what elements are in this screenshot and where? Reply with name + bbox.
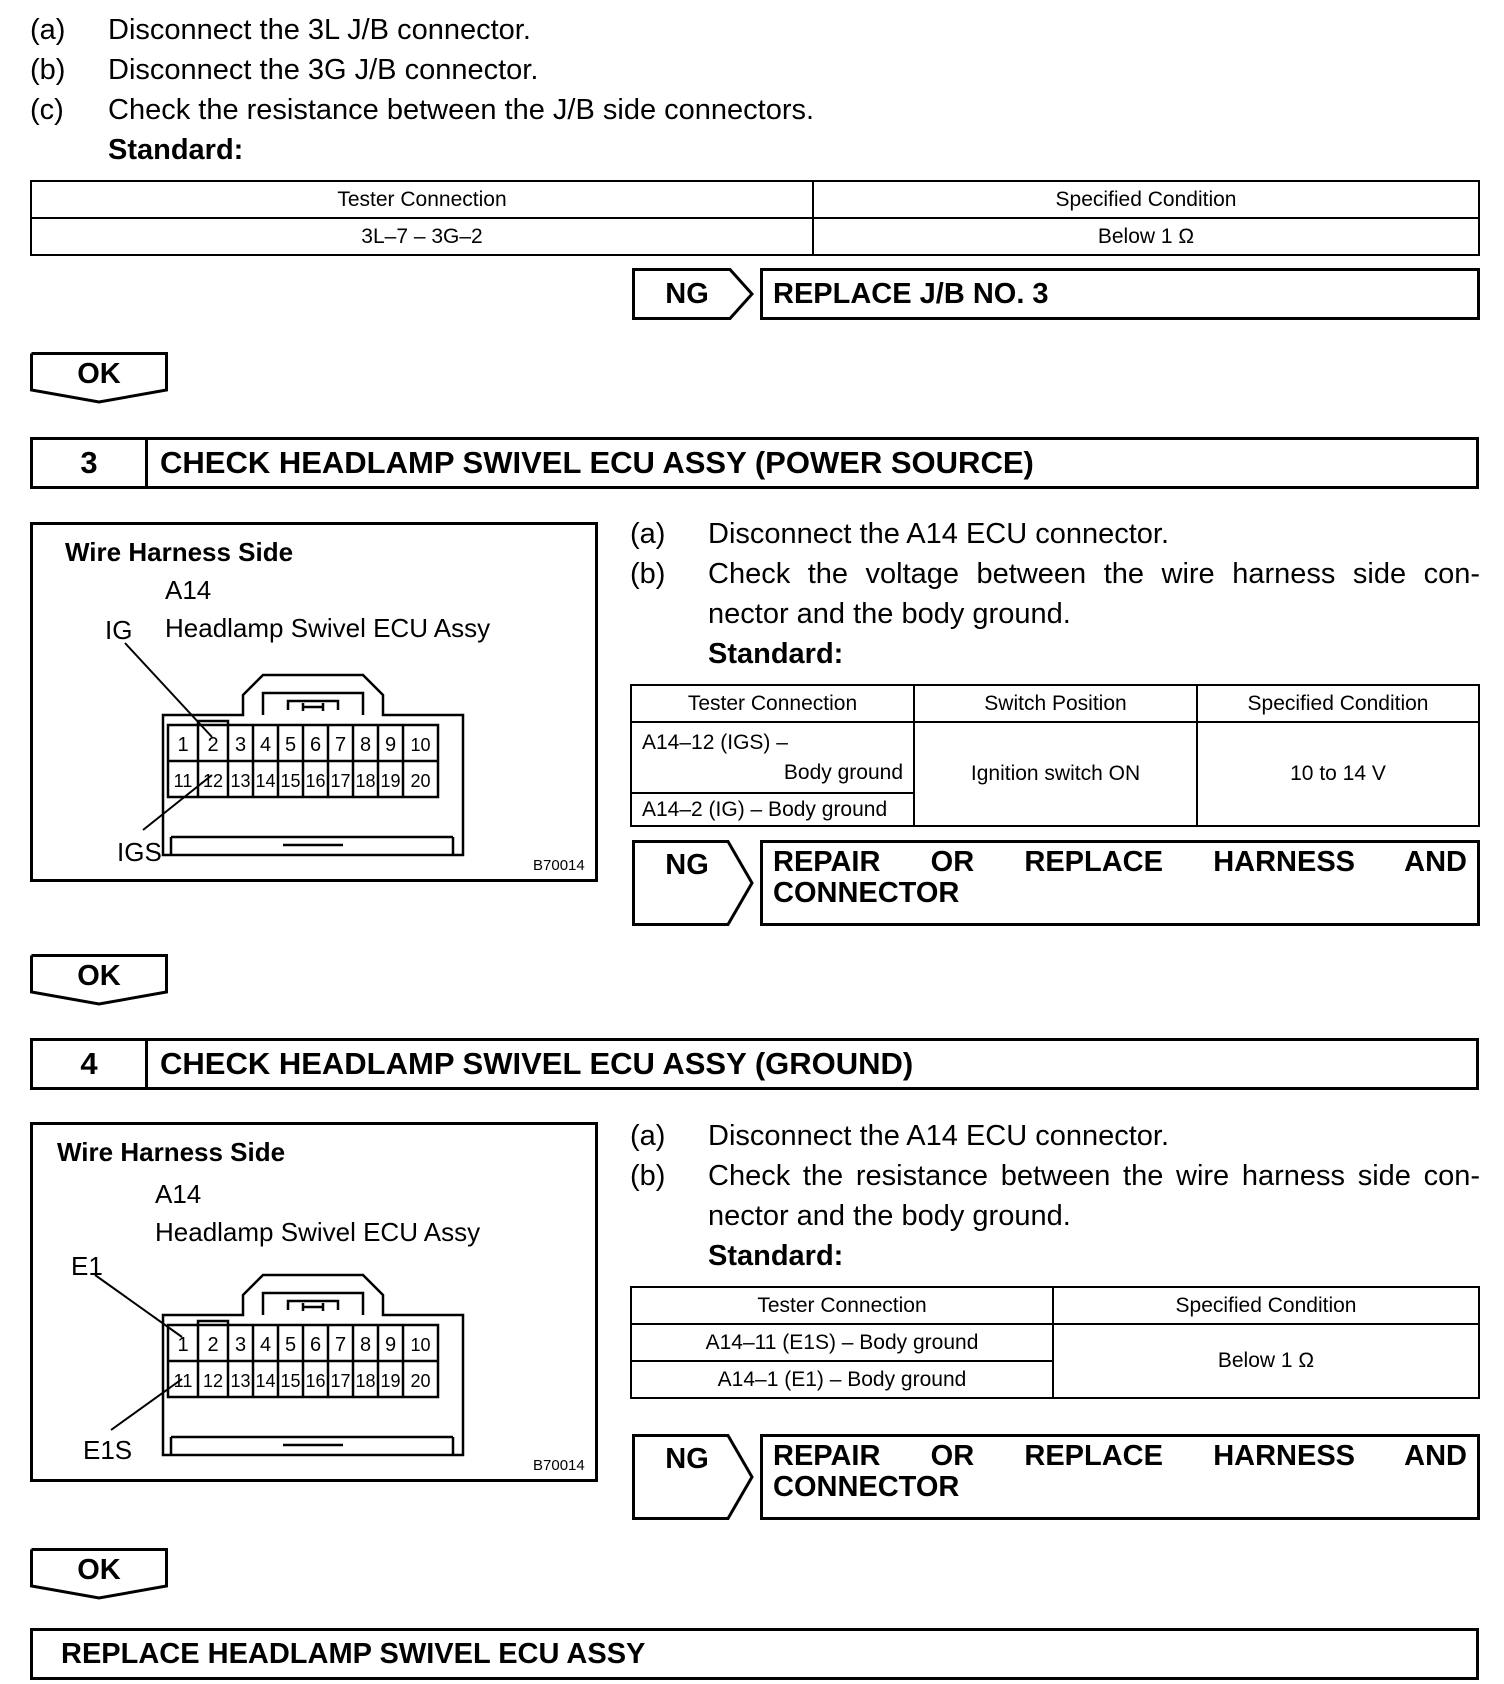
table-cell: A14–11 (E1S) – Body ground [631,1324,1053,1361]
cell-line: Body ground [783,760,903,784]
ng-action: REPLACE J/B NO. 3 [760,268,1480,320]
svg-text:17: 17 [330,1371,351,1391]
svg-text:11: 11 [173,1371,193,1391]
svg-text:7: 7 [334,1334,347,1356]
step-letter: (a) [630,1120,666,1152]
component-name: Headlamp Swivel ECU Assy [165,613,491,643]
ok-label: OK [77,1554,121,1586]
svg-text:14: 14 [255,771,276,791]
pin-label-igs: IGS [117,837,162,867]
svg-text:8: 8 [359,734,372,756]
connector-code: A14 [155,1179,202,1209]
section-title: CHECK HEADLAMP SWIVEL ECU ASSY (GROUND) [160,1046,914,1081]
svg-text:15: 15 [280,771,301,791]
pin-label-ig: IG [105,615,133,645]
connector-diagram-4 [30,1122,598,1482]
svg-text:1: 1 [177,1334,189,1356]
spec-table-top [30,180,1480,256]
connector-face-icon [33,525,595,879]
svg-text:19: 19 [380,771,401,791]
spec-table-4 [630,1286,1480,1399]
step-letter: (b) [630,558,666,590]
section-number: 3 [33,440,148,486]
svg-text:20: 20 [410,1371,431,1391]
step-letter: (a) [630,518,666,550]
svg-text:13: 13 [230,1371,251,1391]
svg-text:17: 17 [330,771,351,791]
step-letter: (c) [30,94,64,126]
diagram-title: Wire Harness Side [57,1137,286,1167]
svg-text:6: 6 [309,734,322,756]
step-letter: (a) [30,14,66,46]
pin-label-e1: E1 [71,1251,103,1281]
spec-table-3 [630,684,1480,827]
ng-branch-3 [632,840,1480,926]
ok-branch-4 [30,1548,168,1600]
section-header-3 [30,437,1479,489]
svg-text:11: 11 [173,771,193,791]
component-name: Headlamp Swivel ECU Assy [155,1217,481,1247]
section-number: 4 [33,1041,148,1087]
step-a [30,10,930,50]
standard-label: Standard: [708,638,844,670]
ng-label: NG [665,278,709,310]
ng-action-line: REPAIR OR REPLACE HARNESS AND [773,1440,1467,1472]
svg-text:18: 18 [355,1371,376,1391]
step-b [630,554,1480,634]
svg-text:3: 3 [234,1334,247,1356]
table-cell: A14–2 (IG) – Body ground [631,793,914,826]
final-action-box [30,1628,1479,1680]
table-header: Tester Connection [631,1287,1053,1324]
connector-diagram-3 [30,522,598,882]
ng-action-line: REPAIR OR REPLACE HARNESS AND [773,846,1467,878]
svg-text:13: 13 [230,771,251,791]
step-text-cont: nector and the body ground. [708,598,1071,630]
table-cell: A14–1 (E1) – Body ground [631,1361,1053,1398]
table-header: Specified Condition [1197,685,1479,722]
svg-text:12: 12 [202,1371,224,1391]
ok-branch-3 [30,954,168,1006]
table-cell [631,722,914,793]
step-text: Disconnect the 3G J/B connector. [108,54,539,86]
step-text: Disconnect the A14 ECU connector. [708,1120,1170,1152]
table-header: Tester Connection [631,685,914,722]
ok-branch-top [30,352,168,404]
standard-label: Standard: [708,1240,844,1272]
step-a [630,514,1480,554]
svg-text:16: 16 [305,1371,326,1391]
svg-text:8: 8 [359,1334,372,1356]
svg-text:16: 16 [305,771,326,791]
step-b [30,50,930,90]
ng-label: NG [665,849,709,881]
svg-text:9: 9 [384,1334,397,1356]
table-cell: Below 1 Ω [1053,1324,1479,1398]
diagram-code: B70014 [533,857,585,874]
cell-line: A14–12 (IGS) – [642,730,788,754]
step-b [630,1156,1480,1236]
svg-text:19: 19 [380,1371,401,1391]
svg-text:3: 3 [234,734,247,756]
section-header-4 [30,1038,1479,1090]
step-text: Disconnect the 3L J/B connector. [108,14,531,46]
standard-label: Standard: [108,134,244,166]
step-letter: (b) [630,1160,666,1192]
svg-text:7: 7 [334,734,347,756]
svg-text:18: 18 [355,771,376,791]
table-cell: Ignition switch ON [914,722,1197,826]
table-cell: Below 1 Ω [813,218,1479,255]
svg-text:10: 10 [410,735,431,755]
step-text: Disconnect the A14 ECU connector. [708,518,1170,550]
section-title: CHECK HEADLAMP SWIVEL ECU ASSY (POWER SOURCE) [160,445,1034,480]
ok-label: OK [77,358,121,390]
svg-text:12: 12 [202,771,224,791]
connector-face-icon [33,1125,595,1479]
table-cell: 3L–7 – 3G–2 [31,218,813,255]
step-text-cont: nector and the body ground. [708,1200,1071,1232]
table-header: Tester Connection [31,181,813,218]
table-header: Switch Position [914,685,1197,722]
step-a [630,1116,1480,1156]
table-cell: 10 to 14 V [1197,722,1479,826]
diagram-code: B70014 [533,1457,585,1474]
svg-text:5: 5 [284,1334,297,1356]
svg-text:1: 1 [177,734,189,756]
svg-text:2: 2 [207,1334,219,1356]
ng-branch-4 [632,1434,1480,1520]
ng-action [760,840,1480,926]
step-c [30,90,930,130]
final-action-text: REPLACE HEADLAMP SWIVEL ECU ASSY [61,1638,646,1670]
diagram-title: Wire Harness Side [65,537,294,567]
step-text: Check the voltage between the wire harness side con- [708,558,1480,590]
ng-action [760,1434,1480,1520]
svg-text:5: 5 [284,734,297,756]
ng-branch-top [632,268,1480,320]
svg-text:4: 4 [259,734,272,756]
step-text: Check the resistance between the J/B side connectors. [108,94,815,126]
svg-text:14: 14 [255,1371,276,1391]
pin-label-e1s: E1S [83,1435,133,1465]
step-letter: (b) [30,54,66,86]
svg-text:6: 6 [309,1334,322,1356]
ok-label: OK [77,960,121,992]
svg-text:9: 9 [384,734,397,756]
connector-code: A14 [165,575,212,605]
svg-text:10: 10 [410,1335,431,1355]
svg-text:20: 20 [410,771,431,791]
svg-text:15: 15 [280,1371,301,1391]
ng-action-line: CONNECTOR [773,877,960,909]
svg-text:4: 4 [259,1334,272,1356]
ng-action-line: CONNECTOR [773,1471,960,1503]
svg-text:2: 2 [207,734,219,756]
ng-label: NG [665,1443,709,1475]
step-text: Check the resistance between the wire harness side con- [708,1160,1480,1192]
table-header: Specified Condition [813,181,1479,218]
table-header: Specified Condition [1053,1287,1479,1324]
